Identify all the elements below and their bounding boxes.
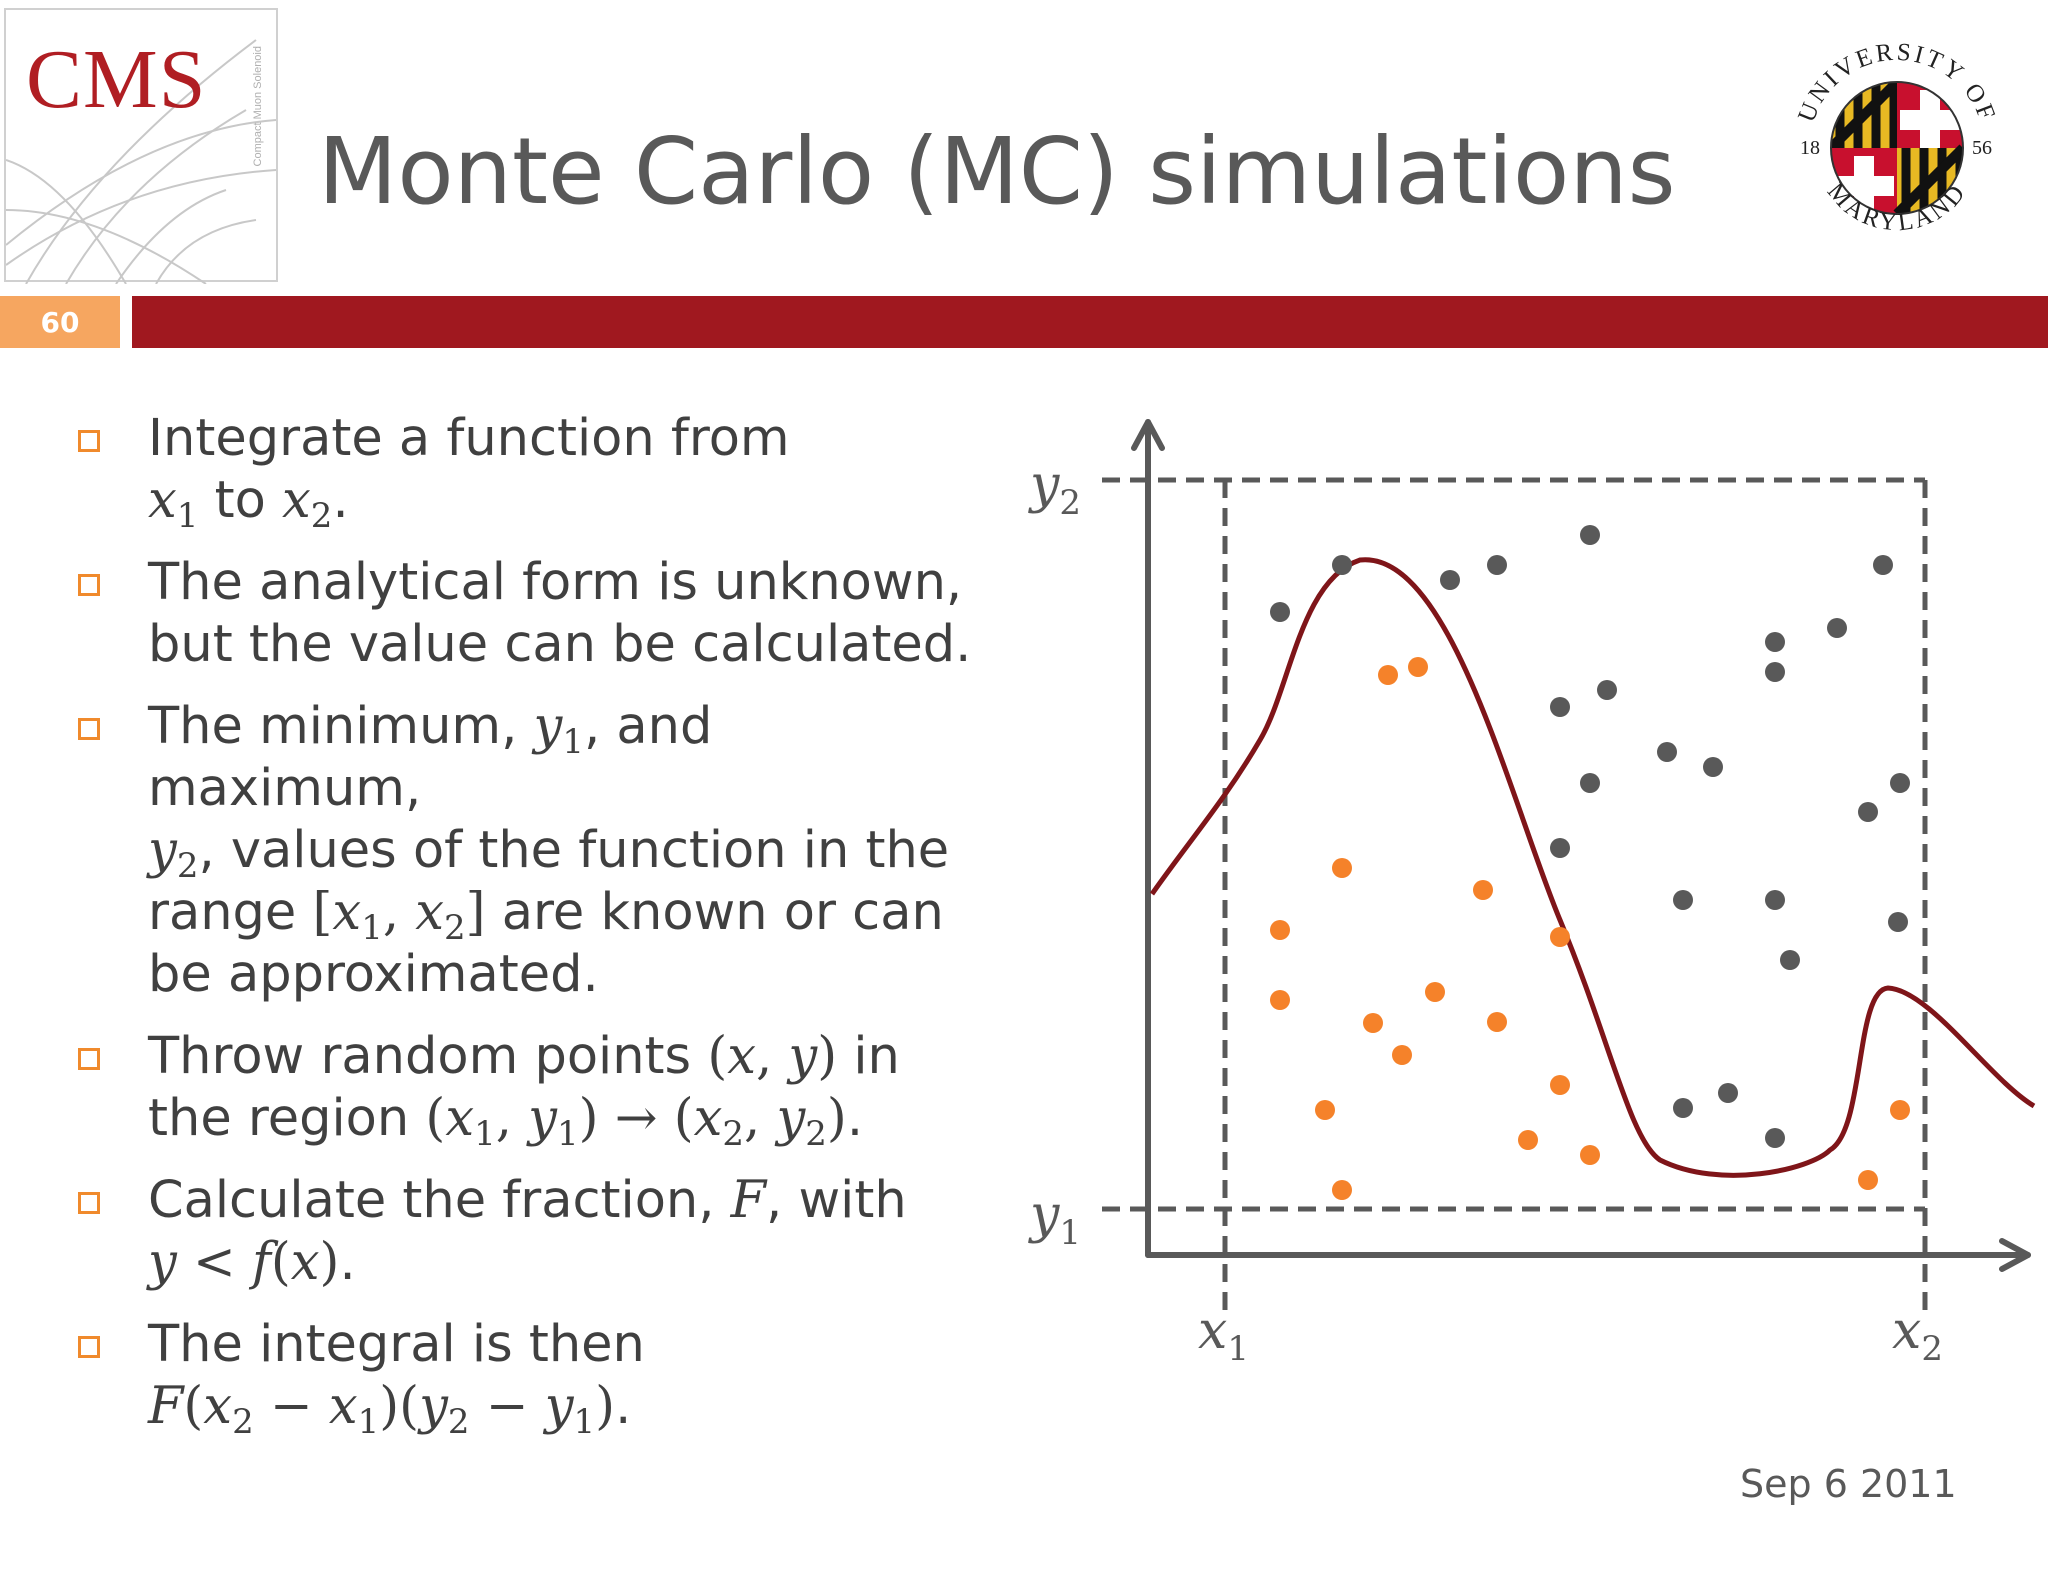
bullet-square-icon xyxy=(78,1048,100,1070)
scatter-point xyxy=(1890,1100,1910,1120)
scatter-point xyxy=(1597,680,1617,700)
bullet-item: Integrate a function from $x_1$ to $x_2$. xyxy=(70,408,1000,532)
points-below-curve xyxy=(1270,657,1910,1200)
bullet-item xyxy=(70,1170,1000,1294)
scatter-point xyxy=(1332,555,1352,575)
scatter-point xyxy=(1487,555,1507,575)
scatter-point xyxy=(1550,697,1570,717)
bullet-2-text: The analytical form is unknown, but the value can be calculated. xyxy=(148,553,972,674)
university-seal xyxy=(1780,30,2014,264)
bullet-list xyxy=(70,408,1000,1458)
bullet-square-icon xyxy=(78,574,100,596)
slide-title: Monte Carlo (MC) simulations xyxy=(318,118,1676,225)
scatter-point xyxy=(1673,1098,1693,1118)
bullet-item xyxy=(70,552,1000,676)
scatter-point xyxy=(1657,742,1677,762)
points-above-curve xyxy=(1270,525,1910,1148)
bullet-6-text: The integral is then $F(x_2 - x_1)(y_2 - y_1)$. xyxy=(148,1315,645,1442)
scatter-point xyxy=(1408,657,1428,677)
slide-number: 60 xyxy=(0,296,120,348)
scatter-point xyxy=(1580,1145,1600,1165)
scatter-point xyxy=(1270,990,1290,1010)
scatter-point xyxy=(1487,1012,1507,1032)
cms-logo-text: CMS xyxy=(26,33,207,126)
scatter-point xyxy=(1718,1083,1738,1103)
bullet-1-text: Integrate a function from xyxy=(148,409,790,468)
scatter-point xyxy=(1858,1170,1878,1190)
scatter-point xyxy=(1270,920,1290,940)
scatter-point xyxy=(1673,890,1693,910)
bullet-5-text: Calculate the fraction, F, with y < f(x). xyxy=(148,1171,907,1292)
label-y2: $y_2$ xyxy=(1030,455,1082,523)
cms-logo xyxy=(4,8,278,282)
scatter-point xyxy=(1703,757,1723,777)
slide-date: Sep 6 2011 xyxy=(1740,1462,1957,1506)
label-x1: $x_1$ xyxy=(1198,1301,1249,1369)
scatter-point xyxy=(1270,602,1290,622)
bullet-item xyxy=(70,1314,1000,1442)
scatter-point xyxy=(1858,802,1878,822)
scatter-point xyxy=(1440,570,1460,590)
cms-logo-subtext: Compact Muon Solenoid xyxy=(252,46,264,167)
label-y1: $y_1$ xyxy=(1030,1185,1082,1253)
bullet-item xyxy=(70,1026,1000,1154)
scatter-point xyxy=(1765,662,1785,682)
scatter-point xyxy=(1473,880,1493,900)
bullet-item xyxy=(70,696,1000,1006)
scatter-point xyxy=(1550,927,1570,947)
seal-left-year: 18 xyxy=(1800,137,1820,159)
scatter-point xyxy=(1425,982,1445,1002)
bullet-square-icon xyxy=(78,1192,100,1214)
bullet-square-icon xyxy=(78,718,100,740)
scatter-point xyxy=(1518,1130,1538,1150)
scatter-point xyxy=(1332,858,1352,878)
label-x2: $x_2$ xyxy=(1892,1301,1943,1369)
scatter-point xyxy=(1332,1180,1352,1200)
scatter-point xyxy=(1550,1075,1570,1095)
scatter-point xyxy=(1550,838,1570,858)
bullet-4-text: Throw random points (x, y) in the region ($x_1$, $y_1) \to (x_2$, $y_2$). xyxy=(148,1027,900,1154)
scatter-point xyxy=(1765,890,1785,910)
scatter-point xyxy=(1315,1100,1335,1120)
scatter-point xyxy=(1392,1045,1412,1065)
seal-right-year: 56 xyxy=(1972,137,1992,159)
function-curve xyxy=(1152,560,2034,1176)
scatter-point xyxy=(1873,555,1893,575)
bullet-square-icon xyxy=(78,1336,100,1358)
scatter-point xyxy=(1780,950,1800,970)
scatter-point xyxy=(1580,525,1600,545)
scatter-point xyxy=(1363,1013,1383,1033)
scatter-point xyxy=(1890,773,1910,793)
scatter-point xyxy=(1378,665,1398,685)
bullet-3-text: The minimum, $y_1$, and maximum, $y_2$, values of the function in the range [$x_1$, $x_2$] are known or can be approximated. xyxy=(148,697,950,1004)
scatter-point xyxy=(1765,632,1785,652)
bullet-square-icon xyxy=(78,430,100,452)
seal-bottom-text: MARYLAND xyxy=(1821,177,1973,237)
scatter-point xyxy=(1580,773,1600,793)
scatter-point xyxy=(1827,618,1847,638)
monte-carlo-diagram xyxy=(1000,400,2040,1380)
header-bar xyxy=(132,296,2048,348)
scatter-point xyxy=(1765,1128,1785,1148)
seal-top-text: UNIVERSITY OF xyxy=(1793,38,2001,127)
scatter-point xyxy=(1888,912,1908,932)
